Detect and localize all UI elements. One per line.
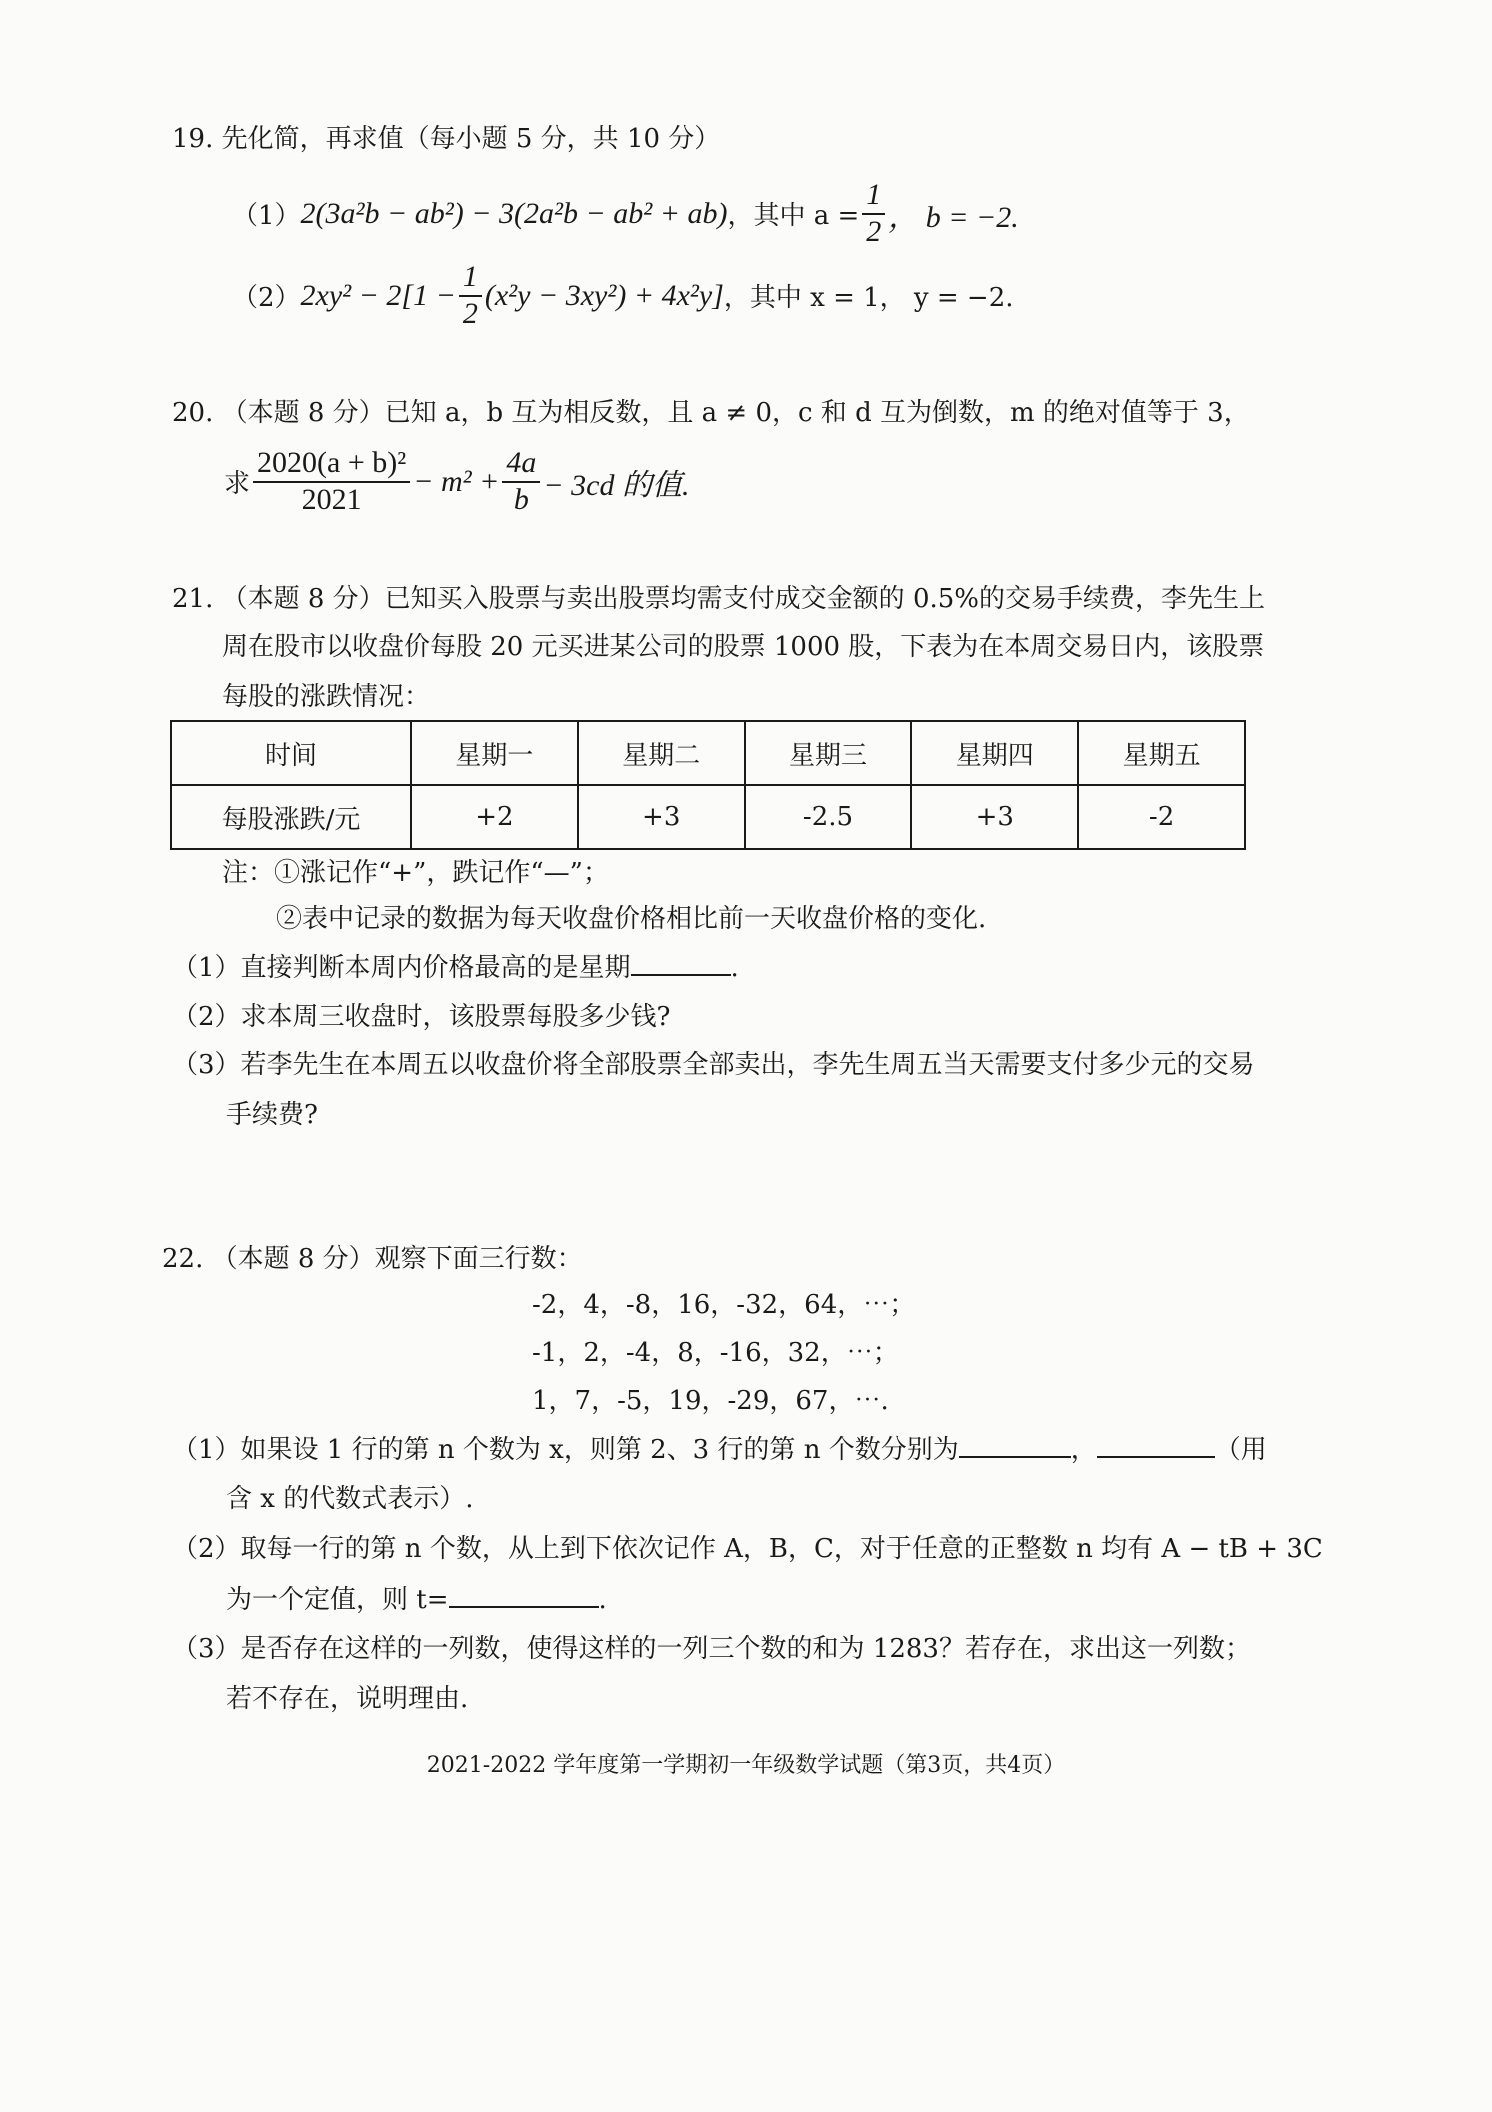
q19-part1-label: （1） [232, 201, 301, 231]
table-cell: +3 [578, 785, 745, 849]
answer-blank [449, 1578, 599, 1608]
q20-middle-term: − m² + [413, 464, 500, 498]
answer-blank [631, 946, 731, 976]
table-header-cell: 星期三 [745, 721, 912, 785]
q22-subquestion-2-line-2 [226, 1578, 607, 1616]
q21-note-1: 注：①涨记作“+”，跌记作“—”； [222, 858, 609, 888]
q21-subquestion-1 [172, 946, 739, 984]
q19-part2-condition: ，其中 x = 1， y = −2. [723, 283, 1014, 313]
q21-subquestion-3-line-2: 手续费? [226, 1100, 318, 1130]
q19-heading: 19. 先化简，再求值（每小题 5 分，共 10 分） [172, 124, 721, 154]
table-header-cell: 星期四 [911, 721, 1078, 785]
q20-heading: 20. （本题 8 分）已知 a，b 互为相反数，且 a ≠ 0，c 和 d 互为倒数，m 的绝对值等于 3， [172, 398, 1250, 428]
q19-part2-expression-start: 2xy² − 2[1 − [300, 278, 456, 312]
q22-subquestion-2-text: 为一个定值，则 t= [226, 1585, 449, 1615]
fraction-denominator: 2 [462, 296, 478, 330]
q21-line-1: 21. （本题 8 分）已知买入股票与卖出股票均需支付成交金额的 0.5%的交易手续费，李先生上 [172, 584, 1266, 614]
fraction-numerator: 1 [862, 178, 885, 215]
q22-subquestion-2-line-1: （2）取每一行的第 n 个数，从上到下依次记作 A，B，C，对于任意的正整数 n 均有 A − tB + 3C [172, 1534, 1323, 1564]
table-header-row [171, 721, 1245, 785]
q19-part2 [232, 260, 1014, 331]
table-header-cell: 时间 [171, 721, 411, 785]
q22-sequence-row-2: -1，2，-4，8，-16，32，⋯； [532, 1338, 899, 1368]
q21-subquestion-3-line-1: （3）若李先生在本周五以收盘价将全部股票全部卖出，李先生周五当天需要支付多少元的交易 [172, 1050, 1255, 1080]
fraction-numerator: 2020(a + b)² [253, 446, 410, 483]
answer-blank [1097, 1428, 1215, 1458]
q22-subquestion-3-line-2: 若不存在，说明理由. [226, 1684, 469, 1714]
table-header-cell: 星期一 [411, 721, 578, 785]
table-cell: +3 [911, 785, 1078, 849]
q22-heading: 22. （本题 8 分）观察下面三行数： [162, 1244, 583, 1274]
q20-qiu: 求 [224, 469, 251, 499]
q19-part1-condition-suffix: ， b = −2. [888, 200, 1019, 234]
q22-sequence-row-3: 1，7，-5，19，-29，67，⋯. [532, 1386, 889, 1416]
q21-subquestion-1-end: . [730, 953, 739, 983]
table-header-cell: 星期二 [578, 721, 745, 785]
q19-part2-fraction [459, 260, 482, 331]
fraction-denominator: 2021 [301, 482, 362, 516]
stock-change-table [170, 720, 1246, 850]
table-cell: -2 [1078, 785, 1245, 849]
table-cell: +2 [411, 785, 578, 849]
q22-subquestion-1-line-1 [172, 1428, 1267, 1466]
table-cell: 每股涨跌/元 [171, 785, 411, 849]
q19-part1-expression: 2(3a²b − ab²) − 3(2a²b − ab² + ab) [300, 196, 728, 230]
q22-subquestion-2-end: . [598, 1585, 607, 1615]
q19-part1-fraction [862, 178, 885, 249]
q19-part1-condition-prefix: ，其中 a = [727, 201, 860, 231]
answer-blank [959, 1428, 1071, 1458]
fraction-denominator: 2 [866, 214, 882, 248]
q21-line-2: 周在股市以收盘价每股 20 元买进某公司的股票 1000 股，下表为在本周交易日内，该股票 [222, 632, 1265, 662]
q20-fraction-2 [502, 446, 540, 517]
q20-fraction-1 [253, 446, 410, 517]
q22-subquestion-3-line-1: （3）是否存在这样的一列数，使得这样的一列三个数的和为 1283？若存在，求出这一列数； [172, 1634, 1251, 1664]
q20-expression [224, 446, 689, 517]
q22-subquestion-1-comma: ， [1070, 1435, 1097, 1465]
fraction-numerator: 4a [502, 446, 540, 483]
q19-part2-expression-end: (x²y − 3xy²) + 4x²y] [484, 278, 724, 312]
q22-subquestion-1-line-2: 含 x 的代数式表示）. [226, 1484, 474, 1514]
page-footer: 2021-2022 学年度第一学期初一年级数学试题（第3页，共4页） [426, 1753, 1066, 1778]
q21-subquestion-1-text: （1）直接判断本周内价格最高的是星期 [172, 953, 631, 983]
q19-part1 [232, 178, 1019, 249]
table-cell: -2.5 [745, 785, 912, 849]
table-row [171, 785, 1245, 849]
q19-part2-label: （2） [232, 283, 301, 313]
q22-sequence-row-1: -2，4，-8，16，-32，64，⋯； [532, 1290, 916, 1320]
fraction-denominator: b [513, 482, 529, 516]
q21-subquestion-2: （2）求本周三收盘时，该股票每股多少钱? [172, 1002, 671, 1032]
q20-tail: − 3cd 的值. [543, 468, 690, 502]
fraction-numerator: 1 [459, 260, 482, 297]
q21-line-3: 每股的涨跌情况： [222, 682, 431, 712]
q21-note-2: ②表中记录的数据为每天收盘价格相比前一天收盘价格的变化. [276, 904, 987, 934]
table-header-cell: 星期五 [1078, 721, 1245, 785]
q22-subquestion-1-text: （1）如果设 1 行的第 n 个数为 x，则第 2、3 行的第 n 个数分别为 [172, 1435, 959, 1465]
q22-subquestion-1-tail: （用 [1214, 1435, 1267, 1465]
